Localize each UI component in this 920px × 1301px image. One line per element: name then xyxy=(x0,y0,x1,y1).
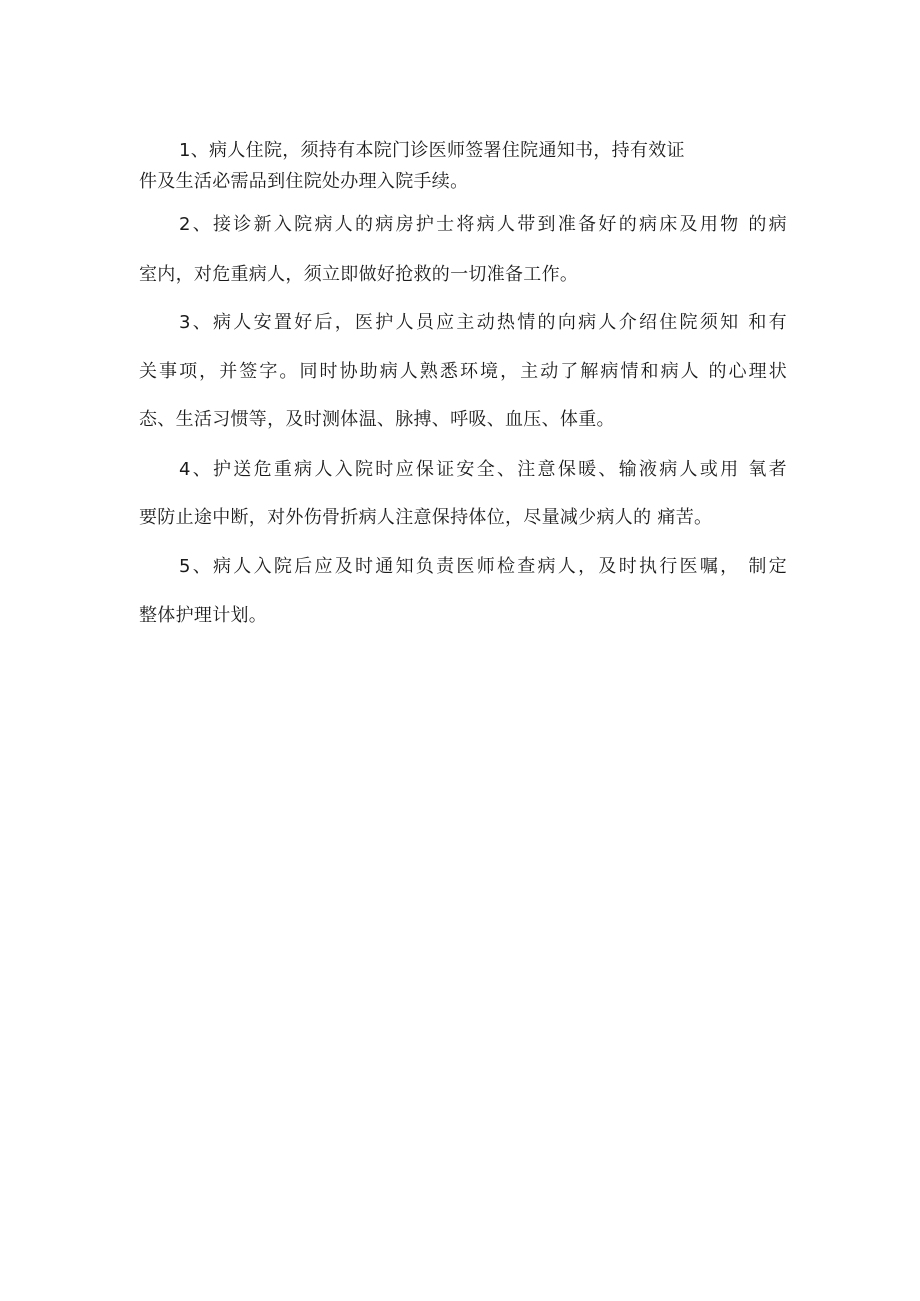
paragraph-line: 5、病人入院后应及时通知负责医师检查病人，及时执行医嘱， 制定 xyxy=(179,556,787,577)
paragraph-line: 态、生活习惯等，及时测体温、脉搏、呼吸、血压、体重。 xyxy=(139,409,615,430)
paragraph-line: 整体护理计划。 xyxy=(139,605,268,626)
paragraph-line: 1、病人住院，须持有本院门诊医师签署住院通知书，持有效证 xyxy=(179,140,685,161)
paragraph-line: 要防止途中断，对外伤骨折病人注意保持体位，尽量减少病人的 痛苦。 xyxy=(139,507,713,528)
paragraph-line: 件及生活必需品到住院处办理入院手续。 xyxy=(139,171,469,192)
paragraph-line: 2、接诊新入院病人的病房护士将病人带到准备好的病床及用物 的病 xyxy=(179,214,787,235)
paragraph-line: 3、病人安置好后，医护人员应主动热情的向病人介绍住院须知 和有 xyxy=(179,312,787,333)
paragraph-line: 室内，对危重病人，须立即做好抢救的一切准备工作。 xyxy=(139,264,579,285)
paragraph-line: 关事项，并签字。同时协助病人熟悉环境，主动了解病情和病人 的心理状 xyxy=(139,361,787,382)
paragraph-line: 4、护送危重病人入院时应保证安全、注意保暖、输液病人或用 氧者 xyxy=(179,459,787,480)
